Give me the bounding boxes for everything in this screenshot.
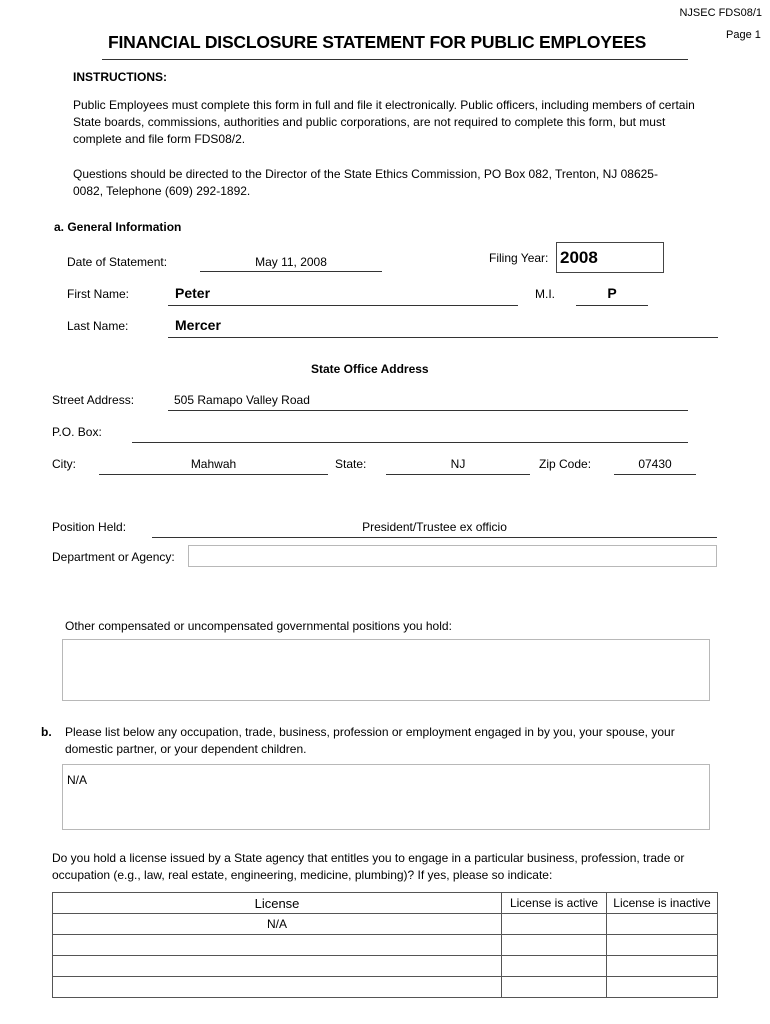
title-underline xyxy=(102,59,688,60)
section-b-letter: b. xyxy=(41,725,52,739)
instructions-paragraph-1: Public Employees must complete this form in full and file it electronically. Public officers, including members of certain State boards, commissions, authorities and public corporations, are not required to complete this form, but must complete and file form FDS08/2. xyxy=(73,98,695,146)
license-table xyxy=(52,892,718,998)
license-inactive-cell[interactable] xyxy=(607,977,718,998)
street-address-label: Street Address: xyxy=(52,393,135,407)
zip-code-underline xyxy=(614,474,696,475)
middle-initial-label: M.I. xyxy=(535,287,555,301)
general-info-heading: a. General Information xyxy=(54,220,182,234)
form-title: FINANCIAL DISCLOSURE STATEMENT FOR PUBLIC EMPLOYEES xyxy=(108,32,647,52)
zip-code-field[interactable]: 07430 xyxy=(638,457,672,471)
city-underline xyxy=(99,474,328,475)
table-row xyxy=(53,935,718,956)
middle-initial-field[interactable]: P xyxy=(607,285,617,301)
date-of-statement-label: Date of Statement: xyxy=(67,255,168,269)
last-name-label: Last Name: xyxy=(67,319,129,333)
license-cell[interactable]: N/A xyxy=(53,914,502,935)
position-held-underline xyxy=(152,537,717,538)
license-column-header: License xyxy=(53,893,502,914)
middle-initial-underline xyxy=(576,305,648,306)
street-address-field[interactable]: 505 Ramapo Valley Road xyxy=(174,393,310,407)
first-name-underline xyxy=(168,305,518,306)
last-name-underline xyxy=(168,337,718,338)
instructions-heading: INSTRUCTIONS: xyxy=(73,70,167,84)
instructions-paragraph-2: Questions should be directed to the Director of the State Ethics Commission, PO Box 082, Trenton, NJ 08625-0082, Telephone (609) 292-1892. xyxy=(73,167,658,198)
license-active-cell[interactable] xyxy=(502,914,607,935)
state-office-address-heading: State Office Address xyxy=(311,362,429,376)
occupation-value: N/A xyxy=(67,773,88,787)
state-field[interactable]: NJ xyxy=(450,457,466,471)
license-inactive-cell[interactable] xyxy=(607,956,718,977)
state-underline xyxy=(386,474,530,475)
street-address-underline xyxy=(168,410,688,411)
city-label: City: xyxy=(52,457,76,471)
table-row xyxy=(53,956,718,977)
page-number: Page 1 xyxy=(726,29,761,41)
zip-code-label: Zip Code: xyxy=(539,457,592,471)
city-field[interactable]: Mahwah xyxy=(190,457,237,471)
license-active-column-header: License is active xyxy=(502,893,607,914)
filing-year-field[interactable] xyxy=(556,242,664,273)
other-positions-label: Other compensated or uncompensated governmental positions you hold: xyxy=(65,619,452,633)
license-inactive-cell[interactable] xyxy=(607,914,718,935)
license-cell[interactable] xyxy=(53,935,502,956)
filing-year-value: 2008 xyxy=(560,248,598,267)
license-inactive-column-header: License is inactive xyxy=(607,893,718,914)
state-label: State: xyxy=(335,457,367,471)
first-name-field[interactable]: Peter xyxy=(175,285,211,301)
form-code: NJSEC FDS08/1 xyxy=(679,7,762,19)
license-inactive-cell[interactable] xyxy=(607,935,718,956)
table-row xyxy=(53,977,718,998)
po-box-underline xyxy=(132,442,688,443)
license-active-cell[interactable] xyxy=(502,935,607,956)
license-cell[interactable] xyxy=(53,956,502,977)
department-field[interactable] xyxy=(188,545,717,567)
occupation-field[interactable] xyxy=(62,764,710,830)
date-underline xyxy=(200,271,382,272)
position-held-label: Position Held: xyxy=(52,520,127,534)
license-active-cell[interactable] xyxy=(502,956,607,977)
position-held-field[interactable]: President/Trustee ex officio xyxy=(362,520,507,534)
license-table-header xyxy=(53,893,718,914)
license-cell[interactable] xyxy=(53,977,502,998)
section-b-question: Please list below any occupation, trade, business, profession or employment engaged in by you, your spouse, your domestic partner, or your dependent children. xyxy=(65,725,675,756)
filing-year-label: Filing Year: xyxy=(489,251,549,265)
date-of-statement-field[interactable]: May 11, 2008 xyxy=(255,255,327,269)
table-row xyxy=(53,914,718,935)
last-name-field[interactable]: Mercer xyxy=(175,317,221,333)
license-question: Do you hold a license issued by a State agency that entitles you to engage in a particular business, profession, trade or occupation (e.g., law, real estate, engineering, medicine, plumbing)? If yes, please so indicate: xyxy=(52,851,685,882)
department-label: Department or Agency: xyxy=(52,550,175,564)
po-box-label: P.O. Box: xyxy=(52,425,102,439)
other-positions-field[interactable] xyxy=(62,639,710,701)
license-active-cell[interactable] xyxy=(502,977,607,998)
first-name-label: First Name: xyxy=(67,287,130,301)
